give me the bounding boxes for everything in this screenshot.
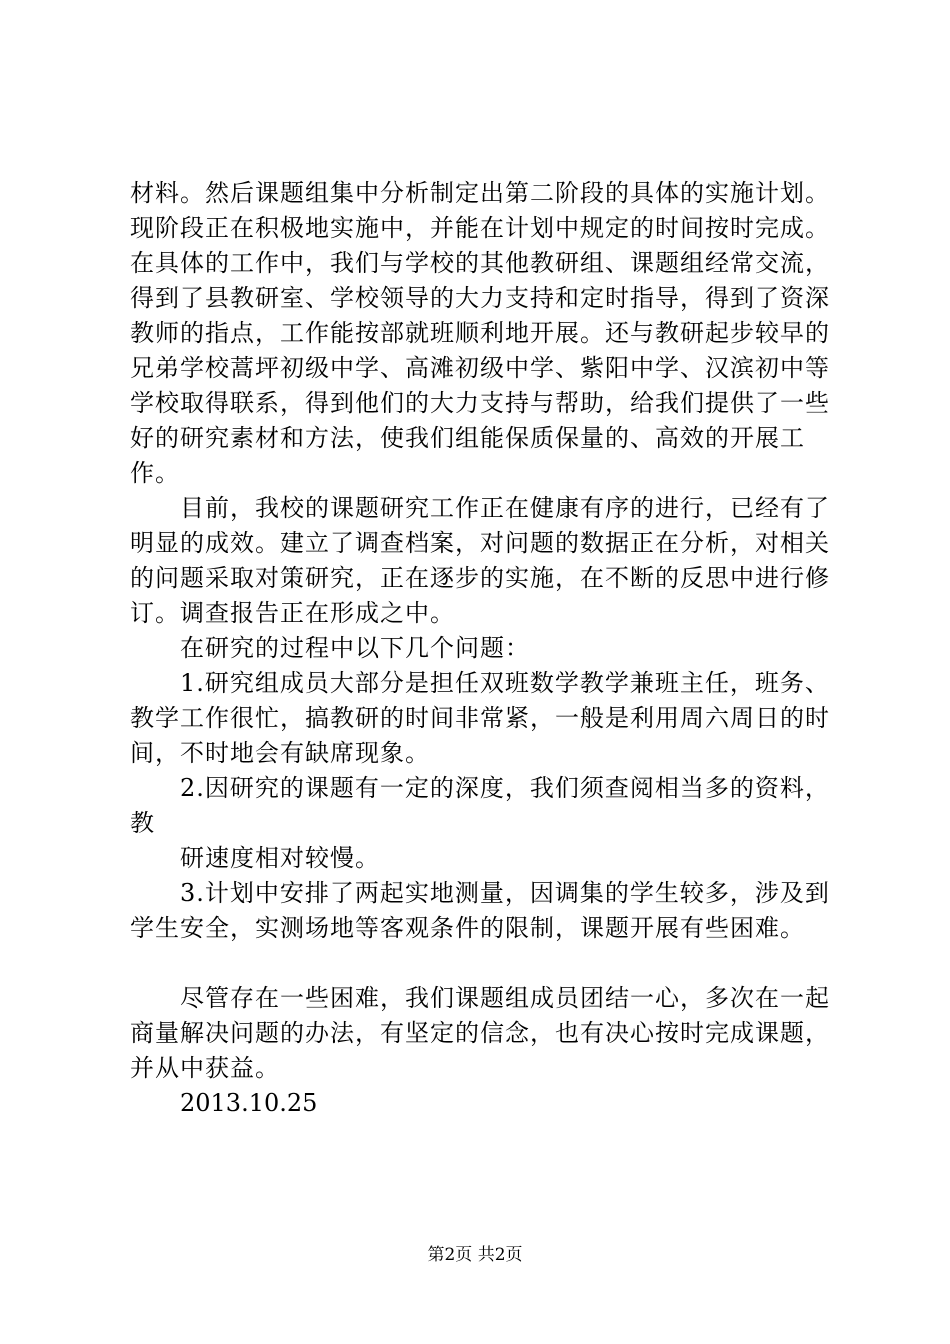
issue-item-2: 2.因研究的课题有一定的深度，我们须查阅相当多的资料，教: [130, 774, 830, 837]
issue-item-3: 3.计划中安排了两起实地测量，因调集的学生较多，涉及到学生安全，实测场地等客观条件的限制，课题开展有些困难。: [130, 879, 830, 942]
paragraph-continuation: 材料。然后课题组集中分析制定出第二阶段的具体的实施计划。现阶段正在积极地实施中，并能在计划中规定的时间按时完成。在具体的工作中，我们与学校的其他教研组、课题组经常交流，得到了县教研室、学校领导的大力支持和定时指导，得到了资深教师的指点，工作能按部就班顺利地开展。还与教研起步较早的兄弟学校蒿坪初级中学、高滩初级中学、紫阳中学、汉滨初中等学校取得联系，得到他们的大力支持与帮助，给我们提供了一些好的研究素材和方法，使我们组能保质保量的、高效的开展工作。: [130, 179, 830, 487]
document-date: 2013.10.25: [180, 1089, 318, 1117]
page-footer: [0, 1244, 950, 1266]
paragraph-issues-intro: 在研究的过程中以下几个问题：: [180, 634, 530, 662]
issue-item-2-continued: 研速度相对较慢。: [180, 844, 380, 872]
issue-item-1: 1.研究组成员大部分是担任双班数学教学兼班主任，班务、教学工作很忙，搞教研的时间非常紧，一般是利用周六周日的时间，不时地会有缺席现象。: [130, 669, 830, 767]
paragraph-progress: 目前，我校的课题研究工作正在健康有序的进行，已经有了明显的成效。建立了调查档案，对问题的数据正在分析，对相关的问题采取对策研究，正在逐步的实施，在不断的反思中进行修订。调查报告正在形成之中。: [130, 494, 830, 627]
document-body: [130, 176, 850, 1121]
page-number-label: 第2页 共2页: [427, 1245, 523, 1265]
paragraph-conclusion: 尽管存在一些困难，我们课题组成员团结一心，多次在一起商量解决问题的办法，有坚定的信念，也有决心按时完成课题，并从中获益。: [130, 984, 830, 1082]
